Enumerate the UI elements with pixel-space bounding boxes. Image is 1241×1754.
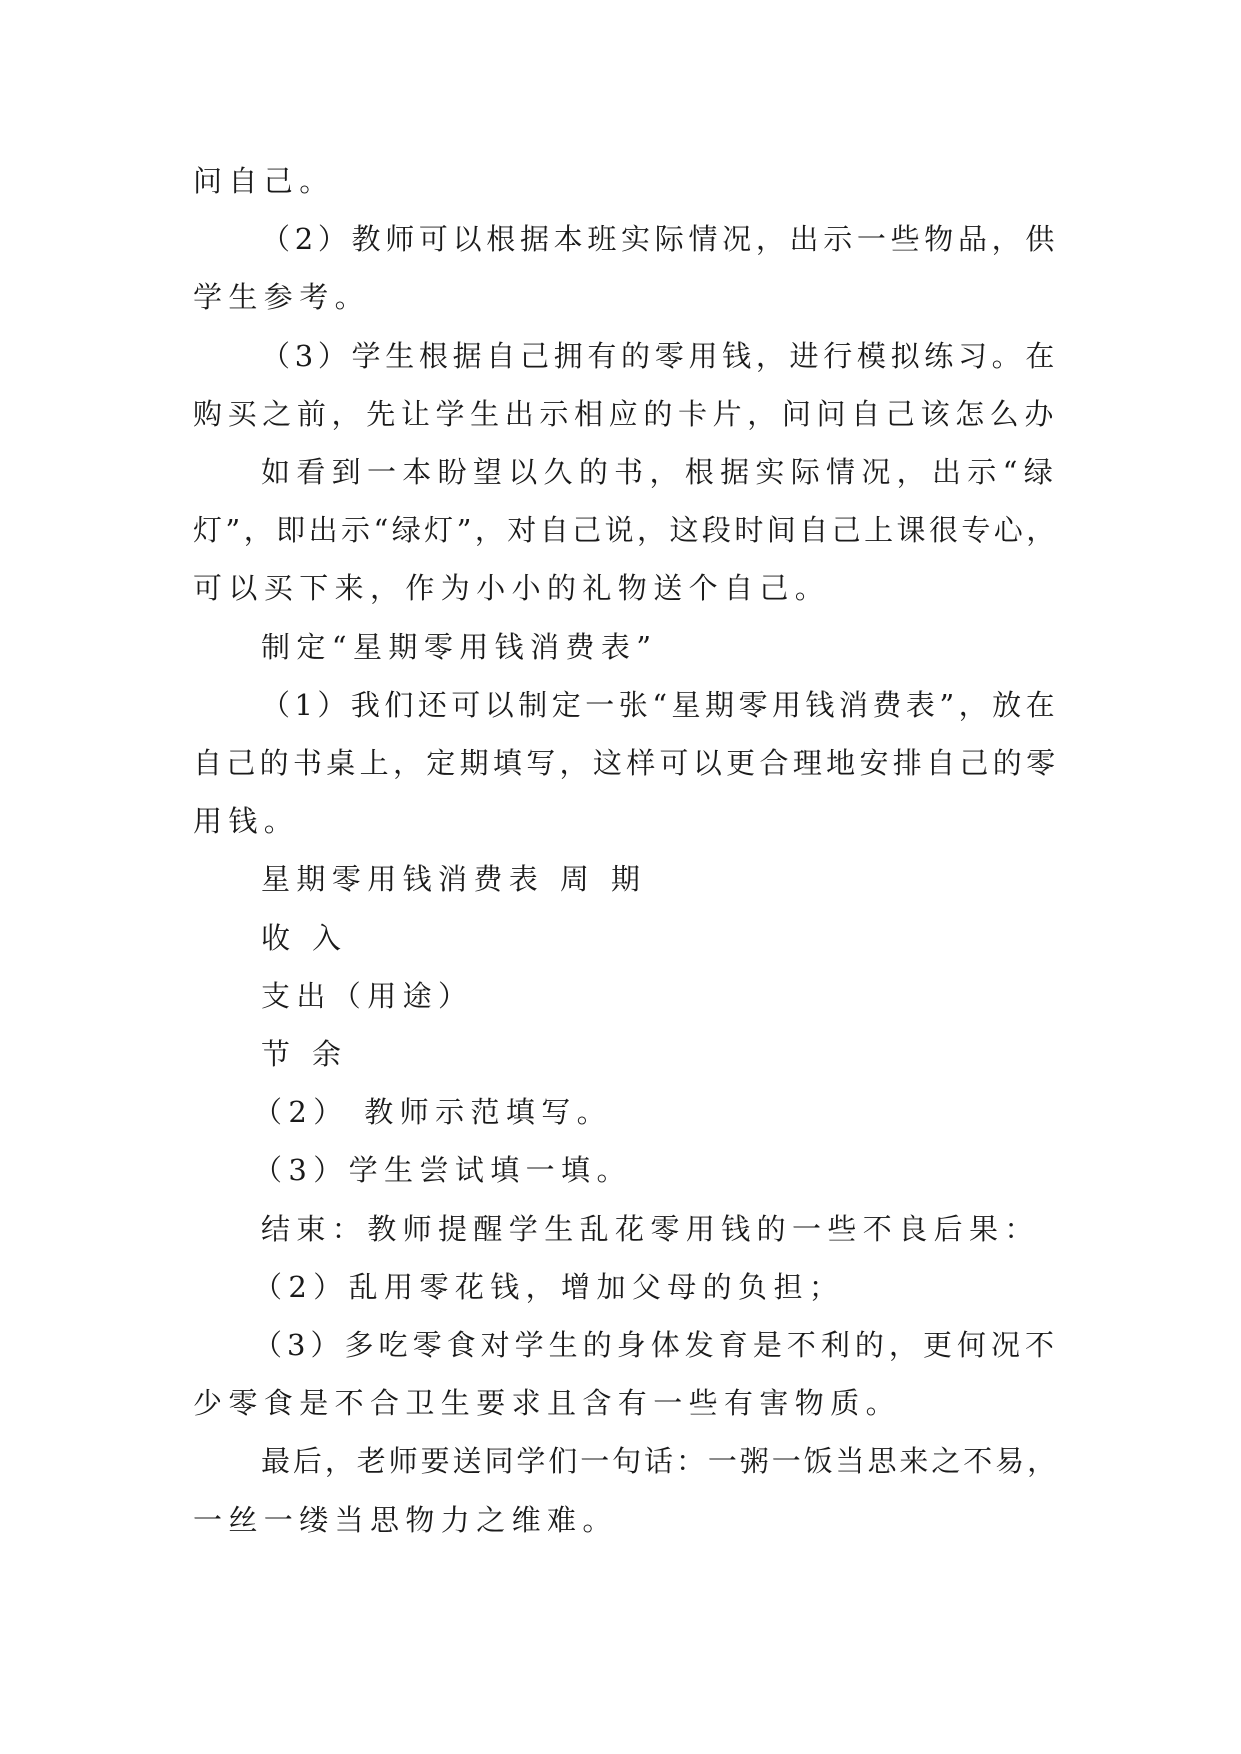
text-line: 最后，老师要送同学们一句话：一粥一饭当思来之不易， bbox=[261, 1444, 1060, 1479]
text-line: 自己的书桌上，定期填写，这样可以更合理地安排自己的零 bbox=[193, 746, 1060, 781]
text-line: 购买之前，先让学生出示相应的卡片，问问自己该怎么办 bbox=[193, 396, 1060, 431]
paragraph bbox=[193, 618, 1059, 676]
paragraph bbox=[193, 909, 1059, 967]
text-line: 结束：教师提醒学生乱花零用钱的一些不良后果： bbox=[261, 1211, 1040, 1246]
paragraph bbox=[193, 1258, 1059, 1316]
text-line: 学生参考。 bbox=[193, 280, 371, 315]
table-row-label: 节 余 bbox=[261, 1037, 348, 1072]
text-line: 如看到一本盼望以久的书，根据实际情况，出示“绿 bbox=[261, 455, 1060, 490]
paragraph bbox=[193, 1083, 1059, 1141]
document-body bbox=[193, 152, 1059, 1549]
table-row-label: 收 入 bbox=[261, 920, 348, 955]
section-heading: 制定“星期零用钱消费表” bbox=[261, 629, 658, 664]
text-line: 灯”，即出示“绿灯”，对自己说，这段时间自己上课很专心， bbox=[193, 513, 1059, 548]
text-line: （3）学生尝试填一填。 bbox=[253, 1153, 632, 1188]
paragraph bbox=[193, 152, 1059, 210]
text-line: （1）我们还可以制定一张“星期零用钱消费表”，放在 bbox=[261, 687, 1060, 722]
text-line: （3）学生根据自己拥有的零用钱，进行模拟练习。在 bbox=[261, 338, 1060, 373]
paragraph bbox=[193, 967, 1059, 1025]
paragraph bbox=[193, 443, 1059, 618]
paragraph bbox=[193, 1200, 1059, 1258]
text-line: （2）教师可以根据本班实际情况，出示一些物品，供 bbox=[261, 222, 1060, 257]
table-row-label: 支出（用途） bbox=[261, 978, 474, 1013]
text-line: 用钱。 bbox=[193, 804, 300, 839]
paragraph bbox=[193, 327, 1059, 443]
text-line: 可以买下来，作为小小的礼物送个自己。 bbox=[193, 571, 831, 606]
paragraph bbox=[193, 676, 1059, 851]
paragraph bbox=[193, 850, 1059, 908]
text-line: 少零食是不合卫生要求且含有一些有害物质。 bbox=[193, 1386, 902, 1421]
paragraph bbox=[193, 1025, 1059, 1083]
text-line: （2） 教师示范填写。 bbox=[253, 1095, 613, 1130]
text-line: 一丝一缕当思物力之维难。 bbox=[193, 1502, 618, 1537]
paragraph bbox=[193, 210, 1059, 326]
paragraph bbox=[193, 1141, 1059, 1199]
table-title: 星期零用钱消费表 周 期 bbox=[261, 862, 647, 897]
text-line: （3）多吃零食对学生的身体发育是不利的，更何况不 bbox=[253, 1328, 1060, 1363]
paragraph bbox=[193, 1432, 1059, 1548]
text-line: 问自己。 bbox=[193, 164, 335, 198]
text-line: （2）乱用零花钱，增加父母的负担； bbox=[253, 1269, 845, 1304]
paragraph bbox=[193, 1316, 1059, 1432]
